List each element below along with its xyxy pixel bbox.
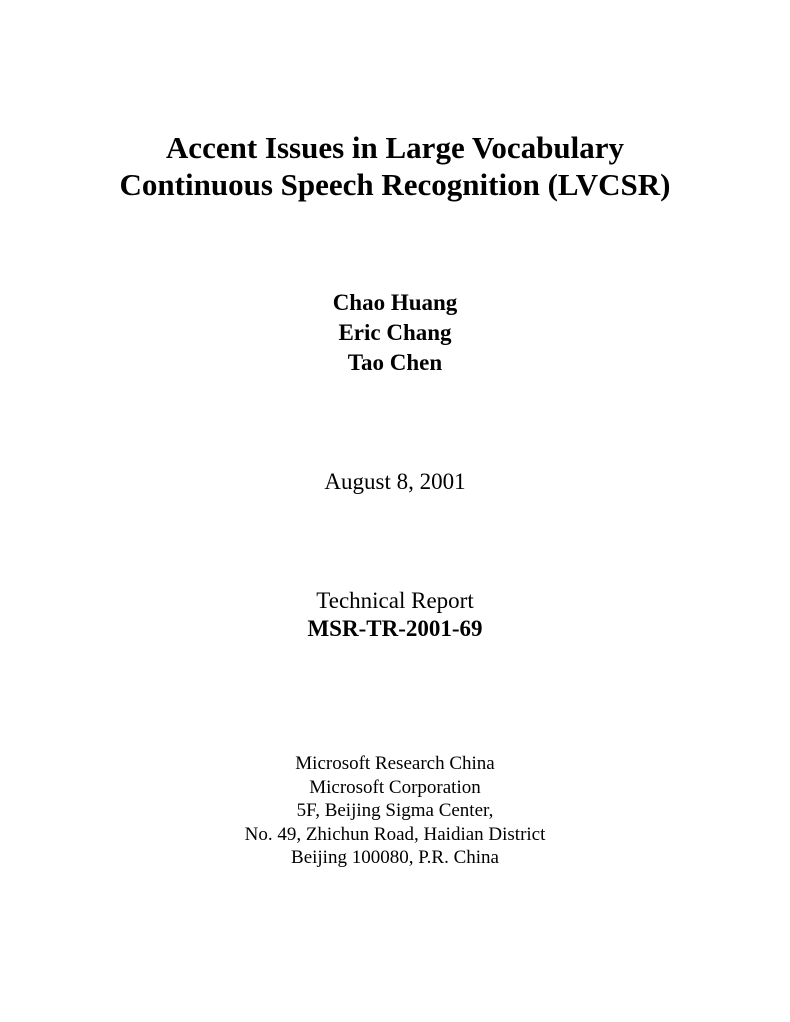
document-title [0, 129, 790, 203]
report-type: Technical Report [316, 588, 474, 613]
affiliation-line: 5F, Beijing Sigma Center, [296, 800, 494, 821]
date-text: August 8, 2001 [324, 469, 466, 494]
title-line-1: Accent Issues in Large Vocabulary [165, 130, 625, 165]
author-name: Tao Chen [347, 350, 443, 375]
affiliation-line: No. 49, Zhichun Road, Haidian District [244, 823, 546, 845]
author-list [0, 288, 790, 378]
report-info [0, 587, 790, 643]
affiliation-line: Beijing 100080, P.R. China [291, 847, 499, 868]
affiliation-address [0, 752, 790, 870]
author-name: Chao Huang [332, 290, 458, 315]
affiliation-line: Microsoft Corporation [309, 776, 481, 798]
report-number: MSR-TR-2001-69 [307, 616, 483, 641]
publication-date [0, 467, 790, 497]
title-line-2: Continuous Speech Recognition (LVCSR) [119, 167, 671, 202]
author-name: Eric Chang [338, 320, 452, 345]
affiliation-line: Microsoft Research China [295, 753, 495, 774]
